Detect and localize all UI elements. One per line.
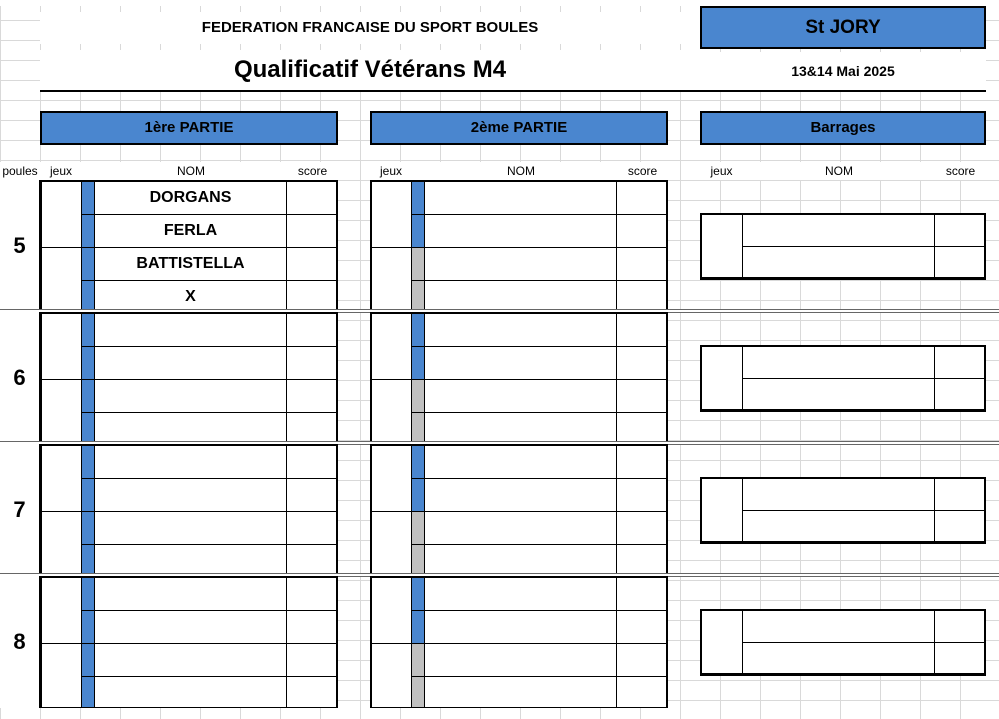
team-marker: [412, 677, 425, 708]
score-cell[interactable]: [287, 215, 336, 248]
col-header-score-barrage: score: [935, 162, 986, 180]
player-name-cell[interactable]: [95, 314, 287, 347]
team-marker: [82, 611, 95, 644]
barrage-score-cell[interactable]: [935, 643, 984, 674]
score-cell[interactable]: [287, 479, 336, 512]
date-label: 13&14 Mai 2025: [700, 52, 986, 90]
col-header-score-2: score: [617, 162, 668, 180]
col-header-poules: poules: [0, 162, 40, 180]
player-name-cell[interactable]: [425, 314, 617, 347]
player-name-cell[interactable]: [425, 512, 617, 545]
score-cell[interactable]: [287, 413, 336, 444]
page-title: Qualificatif Vétérans M4: [40, 50, 700, 90]
player-name-cell[interactable]: [425, 347, 617, 380]
team-marker: [82, 644, 95, 677]
barrage-score-cell[interactable]: [935, 215, 984, 247]
player-name-cell[interactable]: [425, 380, 617, 413]
section-partie-1: 1ère PARTIE: [40, 111, 338, 145]
barrage-name-cell[interactable]: [743, 611, 935, 643]
team-marker: [412, 314, 425, 347]
col-header-jeux-barrage: jeux: [700, 162, 743, 180]
player-name-cell[interactable]: [425, 446, 617, 479]
player-name-cell[interactable]: [95, 545, 287, 576]
player-name-cell[interactable]: FERLA: [95, 215, 287, 248]
score-cell[interactable]: [617, 512, 666, 545]
score-cell[interactable]: [287, 248, 336, 281]
barrage-score-cell[interactable]: [935, 479, 984, 511]
team-marker: [412, 545, 425, 576]
player-name-cell[interactable]: [95, 677, 287, 708]
score-cell[interactable]: [287, 677, 336, 708]
team-marker: [412, 281, 425, 312]
pool-number: 6: [0, 312, 40, 444]
team-marker: [82, 248, 95, 281]
player-name-cell[interactable]: [425, 677, 617, 708]
player-name-cell[interactable]: [425, 215, 617, 248]
score-cell[interactable]: [287, 611, 336, 644]
team-marker: [412, 215, 425, 248]
team-marker: [412, 578, 425, 611]
col-header-nom-barrage: NOM: [743, 162, 935, 180]
score-cell[interactable]: [617, 248, 666, 281]
team-marker: [412, 512, 425, 545]
team-marker: [82, 314, 95, 347]
player-name-cell[interactable]: [425, 479, 617, 512]
player-name-cell[interactable]: [95, 479, 287, 512]
barrage-jeux-cell[interactable]: [702, 215, 743, 278]
player-name-cell[interactable]: [425, 281, 617, 312]
score-cell[interactable]: [617, 677, 666, 708]
jeux-cell[interactable]: [372, 512, 412, 576]
jeux-cell[interactable]: [372, 182, 412, 248]
location-badge: St JORY: [700, 6, 986, 49]
federation-label: FEDERATION FRANCAISE DU SPORT BOULES: [40, 12, 700, 44]
score-cell[interactable]: [287, 644, 336, 677]
team-marker: [82, 446, 95, 479]
score-cell[interactable]: [287, 314, 336, 347]
score-cell[interactable]: [287, 446, 336, 479]
score-cell[interactable]: [287, 281, 336, 312]
player-name-cell[interactable]: [425, 182, 617, 215]
team-marker: [412, 248, 425, 281]
section-partie-2: 2ème PARTIE: [370, 111, 668, 145]
team-marker: [412, 347, 425, 380]
col-header-jeux-2: jeux: [370, 162, 412, 180]
player-name-cell[interactable]: [95, 611, 287, 644]
barrage-name-cell[interactable]: [743, 379, 935, 410]
jeux-cell[interactable]: [372, 314, 412, 380]
barrage-jeux-cell[interactable]: [702, 479, 743, 542]
team-marker: [82, 182, 95, 215]
barrage-score-cell[interactable]: [935, 347, 984, 379]
score-cell[interactable]: [617, 413, 666, 444]
team-marker: [82, 479, 95, 512]
score-cell[interactable]: [287, 380, 336, 413]
score-cell[interactable]: [617, 611, 666, 644]
score-cell[interactable]: [617, 281, 666, 312]
team-marker: [412, 182, 425, 215]
jeux-cell[interactable]: [42, 380, 82, 444]
score-cell[interactable]: [617, 479, 666, 512]
jeux-cell[interactable]: [42, 512, 82, 576]
team-marker: [82, 578, 95, 611]
barrage-score-cell[interactable]: [935, 247, 984, 278]
player-name-cell[interactable]: [425, 413, 617, 444]
team-marker: [412, 446, 425, 479]
score-cell[interactable]: [617, 578, 666, 611]
jeux-cell[interactable]: [42, 248, 82, 312]
team-marker: [82, 347, 95, 380]
col-header-nom-2: NOM: [425, 162, 617, 180]
score-cell[interactable]: [617, 380, 666, 413]
col-header-score-1: score: [287, 162, 338, 180]
team-marker: [82, 545, 95, 576]
col-header-nom-1: NOM: [95, 162, 287, 180]
score-cell[interactable]: [617, 347, 666, 380]
section-barrages: Barrages: [700, 111, 986, 145]
team-marker: [412, 413, 425, 444]
col-header-jeux-1: jeux: [40, 162, 82, 180]
team-marker: [82, 281, 95, 312]
team-marker: [412, 479, 425, 512]
barrage-jeux-cell[interactable]: [702, 347, 743, 410]
player-name-cell[interactable]: [95, 413, 287, 444]
score-cell[interactable]: [617, 446, 666, 479]
jeux-cell[interactable]: [42, 644, 82, 708]
barrage-score-cell[interactable]: [935, 379, 984, 410]
player-name-cell[interactable]: [425, 545, 617, 576]
player-name-cell[interactable]: [95, 380, 287, 413]
barrage-name-cell[interactable]: [743, 347, 935, 379]
jeux-cell[interactable]: [42, 182, 82, 248]
barrage-name-cell[interactable]: [743, 247, 935, 278]
team-marker: [82, 215, 95, 248]
barrage-name-cell[interactable]: [743, 511, 935, 542]
barrage-name-cell[interactable]: [743, 643, 935, 674]
team-marker: [412, 611, 425, 644]
player-name-cell[interactable]: [425, 644, 617, 677]
score-cell[interactable]: [617, 644, 666, 677]
jeux-cell[interactable]: [42, 314, 82, 380]
team-marker: [82, 512, 95, 545]
jeux-cell[interactable]: [372, 578, 412, 644]
pool-number: 7: [0, 444, 40, 576]
barrage-score-cell[interactable]: [935, 611, 984, 643]
score-cell[interactable]: [617, 182, 666, 215]
score-cell[interactable]: [617, 215, 666, 248]
score-cell[interactable]: [287, 512, 336, 545]
player-name-cell[interactable]: [95, 578, 287, 611]
player-name-cell[interactable]: X: [95, 281, 287, 312]
jeux-cell[interactable]: [372, 380, 412, 444]
player-name-cell[interactable]: [95, 644, 287, 677]
player-name-cell[interactable]: [95, 446, 287, 479]
score-cell[interactable]: [617, 314, 666, 347]
score-cell[interactable]: [287, 545, 336, 576]
jeux-cell[interactable]: [372, 446, 412, 512]
barrage-score-cell[interactable]: [935, 511, 984, 542]
barrage-name-cell[interactable]: [743, 479, 935, 511]
player-name-cell[interactable]: [95, 347, 287, 380]
barrage-jeux-cell[interactable]: [702, 611, 743, 674]
barrage-name-cell[interactable]: [743, 215, 935, 247]
score-cell[interactable]: [287, 578, 336, 611]
jeux-cell[interactable]: [42, 446, 82, 512]
player-name-cell[interactable]: BATTISTELLA: [95, 248, 287, 281]
team-marker: [82, 413, 95, 444]
header-divider: [40, 90, 986, 92]
score-cell[interactable]: [617, 545, 666, 576]
score-cell[interactable]: [287, 347, 336, 380]
player-name-cell[interactable]: [425, 611, 617, 644]
player-name-cell[interactable]: [95, 512, 287, 545]
score-cell[interactable]: [287, 182, 336, 215]
player-name-cell[interactable]: [425, 578, 617, 611]
player-name-cell[interactable]: DORGANS: [95, 182, 287, 215]
team-marker: [412, 380, 425, 413]
pool-number: 8: [0, 576, 40, 708]
player-name-cell[interactable]: [425, 248, 617, 281]
pool-number: 5: [0, 180, 40, 312]
team-marker: [82, 380, 95, 413]
jeux-cell[interactable]: [42, 578, 82, 644]
jeux-cell[interactable]: [372, 644, 412, 708]
team-marker: [82, 677, 95, 708]
jeux-cell[interactable]: [372, 248, 412, 312]
team-marker: [412, 644, 425, 677]
